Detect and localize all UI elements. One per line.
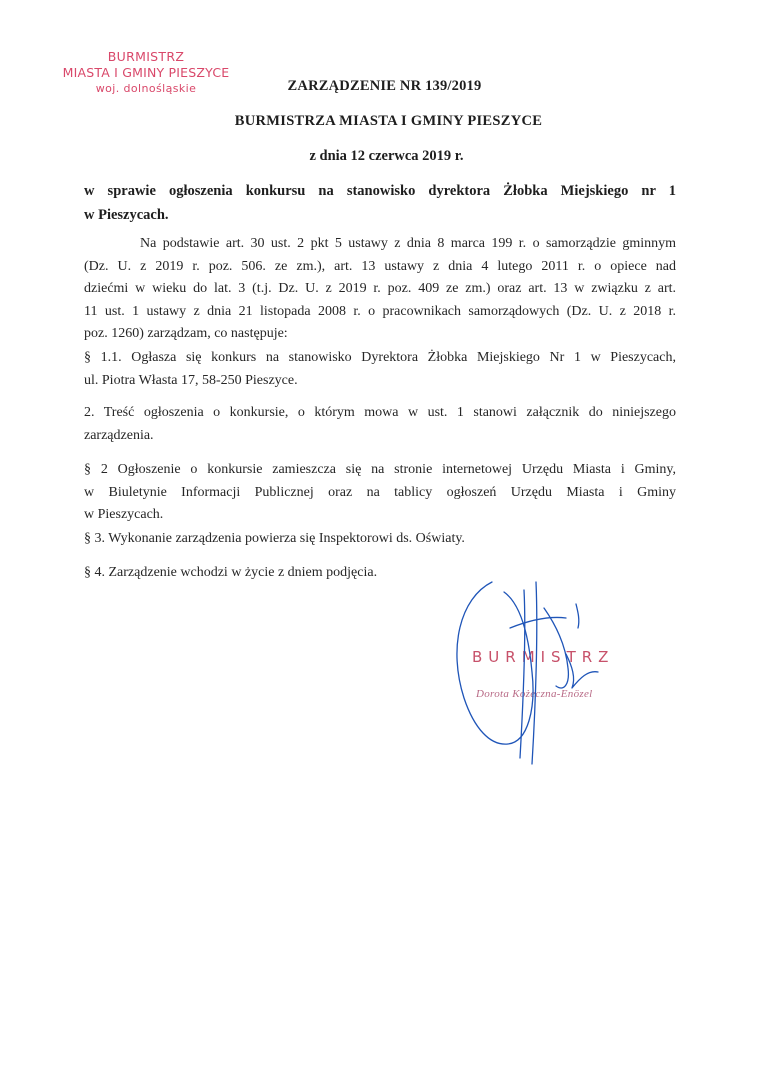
- paragraph-line: zarządzenia.: [84, 427, 154, 443]
- subject-line: w sprawie ogłoszenia konkursu na stanowisko dyrektora Żłobka Miejskiego nr 1: [84, 183, 676, 199]
- section-2: [84, 459, 676, 527]
- section-1-2: [84, 402, 676, 447]
- section-1-1: [84, 347, 676, 392]
- section-4: § 4. Zarządzenie wchodzi w życie z dniem podjęcia.: [84, 565, 378, 580]
- paragraph-line: § 2 Ogłoszenie o konkursie zamieszcza się na stronie internetowej Urzędu Miasta i Gminy,: [84, 462, 676, 477]
- paragraph-line: w Biuletynie Informacji Publicznej oraz na tablicy ogłoszeń Urzędu Miasta i Gminy: [84, 484, 676, 500]
- document-date: z dnia 12 czerwca 2019 r.: [309, 148, 464, 164]
- paragraph-line: 11 ust. 1 ustawy z dnia 21 listopada 2008 r. o pracownikach samorządowych (Dz. U. z 2018 r.: [84, 303, 676, 319]
- document-subject: [84, 179, 676, 227]
- paragraph-line: ul. Piotra Własta 17, 58-250 Pieszyce.: [84, 372, 298, 388]
- paragraph-line: 2. Treść ogłoszenia o konkursie, o którym mowa w ust. 1 stanowi załącznik do niniejszego: [84, 405, 676, 420]
- section-3: § 3. Wykonanie zarządzenia powierza się Inspektorowi ds. Oświaty.: [84, 531, 465, 546]
- document-number: ZARZĄDZENIE NR 139/2019: [287, 78, 482, 94]
- stamp-line-region: woj. dolnośląskie: [95, 82, 197, 95]
- legal-basis-paragraph: [84, 233, 676, 346]
- paragraph-line: (Dz. U. z 2019 r. poz. 506. ze zm.), art. 13 ustawy z dnia 4 lutego 2011 r. o opiece nad: [84, 258, 676, 274]
- signature-stamp-name: Dorota Kożeczna-Enözel: [476, 688, 593, 700]
- handwritten-signature: [440, 568, 660, 768]
- paragraph-line: § 1.1. Ogłasza się konkurs na stanowisko Dyrektora Żłobka Miejskiego Nr 1 w Pieszycach,: [84, 350, 676, 365]
- paragraph-line: poz. 1260) zarządzam, co następuje:: [84, 326, 288, 342]
- signature-stamp-title: BURMISTRZ: [472, 648, 615, 666]
- stamp-line-office: MIASTA I GMINY PIESZYCE: [62, 65, 230, 80]
- subject-line: w Pieszycach.: [84, 207, 169, 223]
- paragraph-line: Na podstawie art. 30 ust. 2 pkt 5 ustawy z dnia 8 marca 199 r. o samorządzie gminnym: [140, 236, 676, 251]
- issuing-authority: BURMISTRZA MIASTA I GMINY PIESZYCE: [234, 113, 543, 129]
- paragraph-line: dziećmi w wieku do lat. 3 (t.j. Dz. U. z 2019 r. poz. 409 ze zm.) oraz art. 13 w związku z art.: [84, 281, 676, 297]
- paragraph-line: w Pieszycach.: [84, 507, 164, 523]
- stamp-line-title: BURMISTRZ: [107, 49, 185, 64]
